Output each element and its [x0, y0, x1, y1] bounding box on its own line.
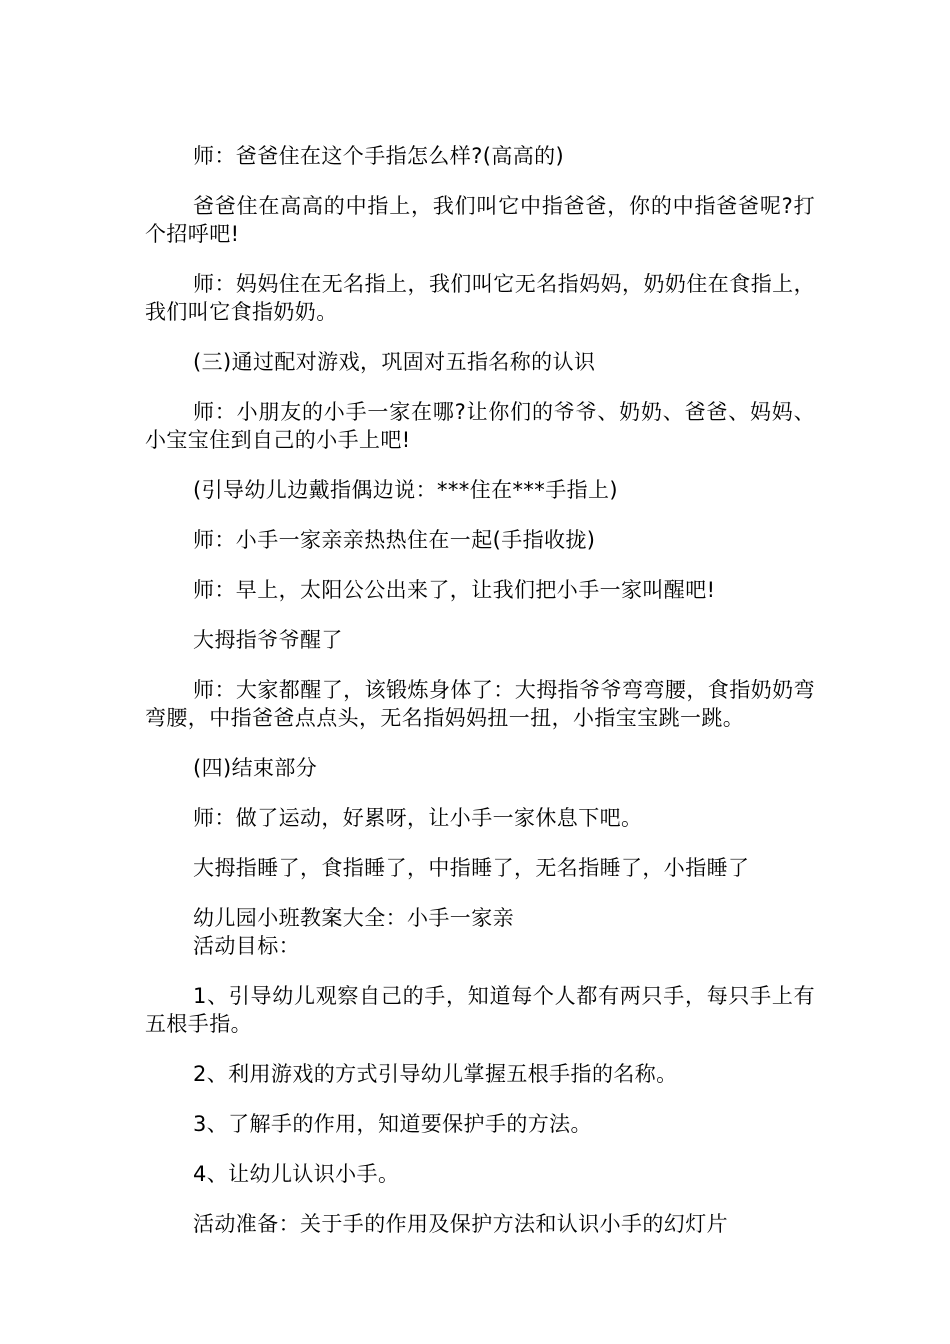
objective-item-3: 3、了解手的作用，知道要保护手的方法。 — [193, 1112, 592, 1136]
paragraph-finger-puppet-guide: (引导幼儿边戴指偶边说：***住在***手指上) — [193, 478, 618, 502]
paragraph-rest: 师：做了运动，好累呀，让小手一家休息下吧。 — [193, 806, 643, 830]
section-heading-objectives: 活动目标： — [193, 934, 300, 958]
paragraph-ring-finger-mom: 师：妈妈住在无名指上，我们叫它无名指妈妈，奶奶住在食指上，我们叫它食指奶奶。 — [145, 272, 815, 324]
lesson-title: 幼儿园小班教案大全：小手一家亲 — [193, 906, 514, 930]
paragraph-exercise: 师：大家都醒了，该锻炼身体了：大拇指爷爷弯弯腰，食指奶奶弯弯腰，中指爸爸点点头，无名指妈妈扭一扭，小指宝宝跳一跳。 — [145, 678, 815, 730]
paragraph-middle-finger-dad: 爸爸住在高高的中指上，我们叫它中指爸爸，你的中指爸爸呢?打个招呼吧! — [145, 194, 815, 246]
section-heading-matching-game: (三)通过配对游戏，巩固对五指名称的认识 — [193, 350, 596, 374]
paragraph-morning-wake-up: 师：早上，太阳公公出来了，让我们把小手一家叫醒吧! — [193, 578, 716, 602]
paragraph-thumb-awake: 大拇指爷爷醒了 — [193, 628, 343, 652]
document-body — [145, 142, 815, 1260]
paragraph-activity-preparation: 活动准备：关于手的作用及保护方法和认识小手的幻灯片 — [193, 1212, 728, 1236]
objective-item-2: 2、利用游戏的方式引导幼儿掌握五根手指的名称。 — [193, 1062, 678, 1086]
objective-item-1: 1、引导幼儿观察自己的手，知道每个人都有两只手，每只手上有五根手指。 — [145, 984, 815, 1036]
objective-item-4: 4、让幼儿认识小手。 — [193, 1162, 400, 1186]
paragraph-fingers-sleep: 大拇指睡了，食指睡了，中指睡了，无名指睡了，小指睡了 — [193, 856, 750, 880]
paragraph-dad-question: 师：爸爸住在这个手指怎么样?(高高的) — [193, 144, 565, 168]
section-heading-ending: (四)结束部分 — [193, 756, 318, 780]
paragraph-where-is-hand-family: 师：小朋友的小手一家在哪?让你们的爷爷、奶奶、爸爸、妈妈、小宝宝住到自己的小手上吧! — [145, 400, 815, 452]
paragraph-fingers-together: 师：小手一家亲亲热热住在一起(手指收拢) — [193, 528, 596, 552]
